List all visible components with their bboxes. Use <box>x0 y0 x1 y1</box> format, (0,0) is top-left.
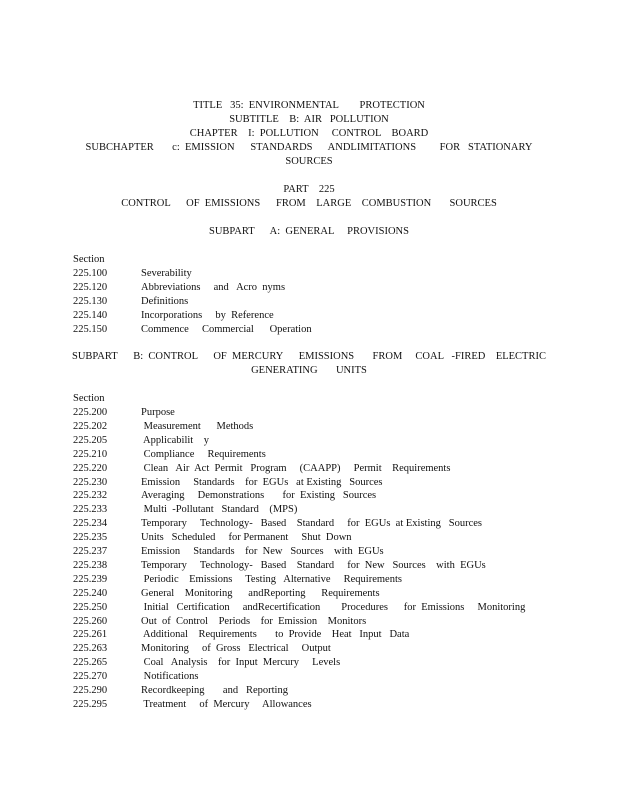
section-number: 225.263 <box>73 643 108 655</box>
section-title: Treatment of Mercury Allowances <box>141 698 312 710</box>
section-number: 225.260 <box>73 615 108 627</box>
subpart-a-heading: SUBPART A: GENERAL PROVISIONS <box>209 226 409 237</box>
part-name: CONTROL OF EMISSIONS FROM LARGE COMBUSTION SOURCES <box>121 198 497 209</box>
section-number: 225.233 <box>73 504 108 516</box>
section-title: General Monitoring andReporting Requirements <box>141 587 380 599</box>
section-title: Averaging Demonstrations for Existing Sources <box>141 490 377 502</box>
section-number: 225.239 <box>73 573 108 585</box>
section-title: Temporary Technology- Based Standard for New Sources with EGUs <box>141 559 486 571</box>
section-number: 225.232 <box>73 490 108 502</box>
section-title: Emission Standards for EGUs at Existing Sources <box>141 476 383 488</box>
section-title: Clean Air Act Permit Program (CAAPP) Permit Requirements <box>141 462 451 474</box>
section-title: Severability <box>141 268 192 279</box>
section-title: Coal Analysis for Input Mercury Levels <box>141 657 341 669</box>
section-title: Multi -Pollutant Standard (MPS) <box>141 504 298 516</box>
section-number: 225.295 <box>73 698 108 710</box>
section-number: 225.202 <box>73 420 108 432</box>
title-line: TITLE 35: ENVIRONMENTAL PROTECTION <box>193 100 425 111</box>
section-title: Abbreviations and Acro nyms <box>141 282 286 293</box>
section-title: Units Scheduled for Permanent Shut Down <box>141 532 352 544</box>
section-number: 225.200 <box>73 407 108 418</box>
section-title: Purpose <box>141 407 175 418</box>
section-number: 225.250 <box>73 601 108 613</box>
section-number: 225.230 <box>73 476 108 488</box>
section-label-a: Section <box>73 254 105 265</box>
section-number: 225.210 <box>73 448 108 460</box>
section-title: Temporary Technology- Based Standard for EGUs at Existing Sources <box>141 518 482 530</box>
section-number: 225.120 <box>73 282 108 293</box>
section-title: Incorporations by Reference <box>141 310 274 321</box>
section-title: Definitions <box>141 296 189 307</box>
section-number: 225.205 <box>73 434 108 446</box>
section-title: Emission Standards for New Sources with EGUs <box>141 546 384 557</box>
section-number: 225.234 <box>73 518 108 530</box>
subpart-b-heading-line-1: SUBPART B: CONTROL OF MERCURY EMISSIONS FROM COAL -FIRED ELECTRIC <box>72 351 546 362</box>
part-number: PART 225 <box>283 184 335 195</box>
section-title: Additional Requirements to Provide Heat Input Data <box>141 629 410 641</box>
subchapter-line-2: SOURCES <box>285 156 333 167</box>
section-number: 225.265 <box>73 657 108 669</box>
section-number: 225.237 <box>73 546 108 557</box>
section-number: 225.140 <box>73 310 108 321</box>
section-title: Commence Commercial Operation <box>141 324 312 335</box>
section-number: 225.240 <box>73 587 108 599</box>
section-number: 225.130 <box>73 296 108 307</box>
subtitle-line: SUBTITLE B: AIR POLLUTION <box>229 114 389 125</box>
section-title: Monitoring of Gross Electrical Output <box>141 643 331 655</box>
section-title: Applicabilit y <box>141 434 209 446</box>
section-title: Recordkeeping and Reporting <box>141 685 288 696</box>
section-number: 225.290 <box>73 685 108 696</box>
section-number: 225.270 <box>73 671 108 683</box>
section-title: Initial Certification andRecertification Procedures for Emissions Monitoring <box>141 601 526 613</box>
section-title: Out of Control Periods for Emission Monitors <box>141 615 367 627</box>
section-title: Periodic Emissions Testing Alternative Requirements <box>141 573 402 585</box>
section-title: Compliance Requirements <box>141 448 266 460</box>
chapter-line: CHAPTER I: POLLUTION CONTROL BOARD <box>189 128 429 139</box>
section-title: Measurement Methods <box>141 420 254 432</box>
subchapter-line-1: SUBCHAPTER c: EMISSION STANDARDS ANDLIMITATIONS FOR STATIONARY <box>85 142 533 153</box>
section-title: Notifications <box>141 671 199 683</box>
section-number: 225.220 <box>73 462 108 474</box>
section-number: 225.261 <box>73 629 108 641</box>
section-number: 225.238 <box>73 559 108 571</box>
section-number: 225.150 <box>73 324 108 335</box>
section-label-b: Section <box>73 393 105 404</box>
section-number: 225.235 <box>73 532 108 544</box>
subpart-b-heading-line-2: GENERATING UNITS <box>251 365 367 376</box>
section-number: 225.100 <box>73 268 108 279</box>
